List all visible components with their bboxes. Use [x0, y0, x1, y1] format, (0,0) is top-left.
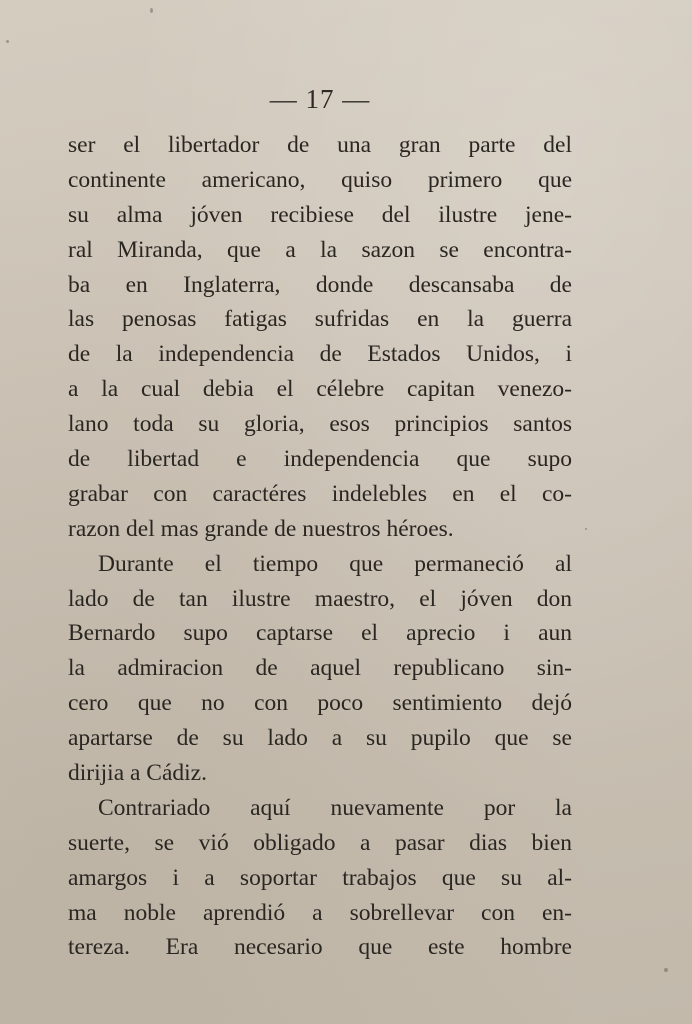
text-line: Bernardo supo captarse el aprecio i aun [68, 620, 572, 647]
text-line: suerte, se vió obligado a pasar dias bien [68, 829, 572, 856]
text-line: apartarse de su lado a su pupilo que se [68, 725, 572, 752]
text-line: la admiracion de aquel republicano sin- [68, 655, 572, 682]
text-line: de libertad e independencia que supo [68, 446, 572, 473]
text-line: ma noble aprendió a sobrellevar con en- [68, 899, 572, 926]
text-line: cero que no con poco sentimiento dejó [68, 690, 572, 717]
text-line: razon del mas grande de nuestros héroes. [68, 515, 454, 542]
page-number: — 17 — [269, 84, 371, 114]
paper-speck [664, 968, 668, 972]
paragraph-start-line: Contrariado aquí nuevamente por la [98, 794, 572, 821]
text-line: ba en Inglaterra, donde descansaba de [68, 271, 572, 298]
text-line: su alma jóven recibiese del ilustre jene- [68, 201, 572, 228]
text-line: lado de tan ilustre maestro, el jóven don [68, 585, 572, 612]
text-line: tereza. Era necesario que este hombre [68, 934, 572, 961]
text-line: grabar con caractéres indelebles en el co- [68, 480, 572, 507]
paragraph-start-line: Durante el tiempo que permaneció al [98, 550, 572, 577]
text-line: ral Miranda, que a la sazon se encontra- [68, 236, 572, 263]
paper-speck [585, 528, 587, 530]
paper-speck [150, 8, 153, 13]
text-line: dirijia a Cádiz. [68, 760, 207, 787]
paper-speck [6, 40, 9, 43]
text-line: lano toda su gloria, esos principios santos [68, 411, 572, 438]
text-line: amargos i a soportar trabajos que su al- [68, 864, 572, 891]
text-line: de la independencia de Estados Unidos, i [68, 341, 572, 368]
body-text [68, 128, 572, 965]
text-line: ser el libertador de una gran parte del [68, 132, 572, 158]
text-line: las penosas fatigas sufridas en la guerra [68, 306, 572, 333]
text-line: a la cual debia el célebre capitan venezo- [68, 376, 572, 403]
text-line: continente americano, quiso primero que [68, 166, 572, 193]
